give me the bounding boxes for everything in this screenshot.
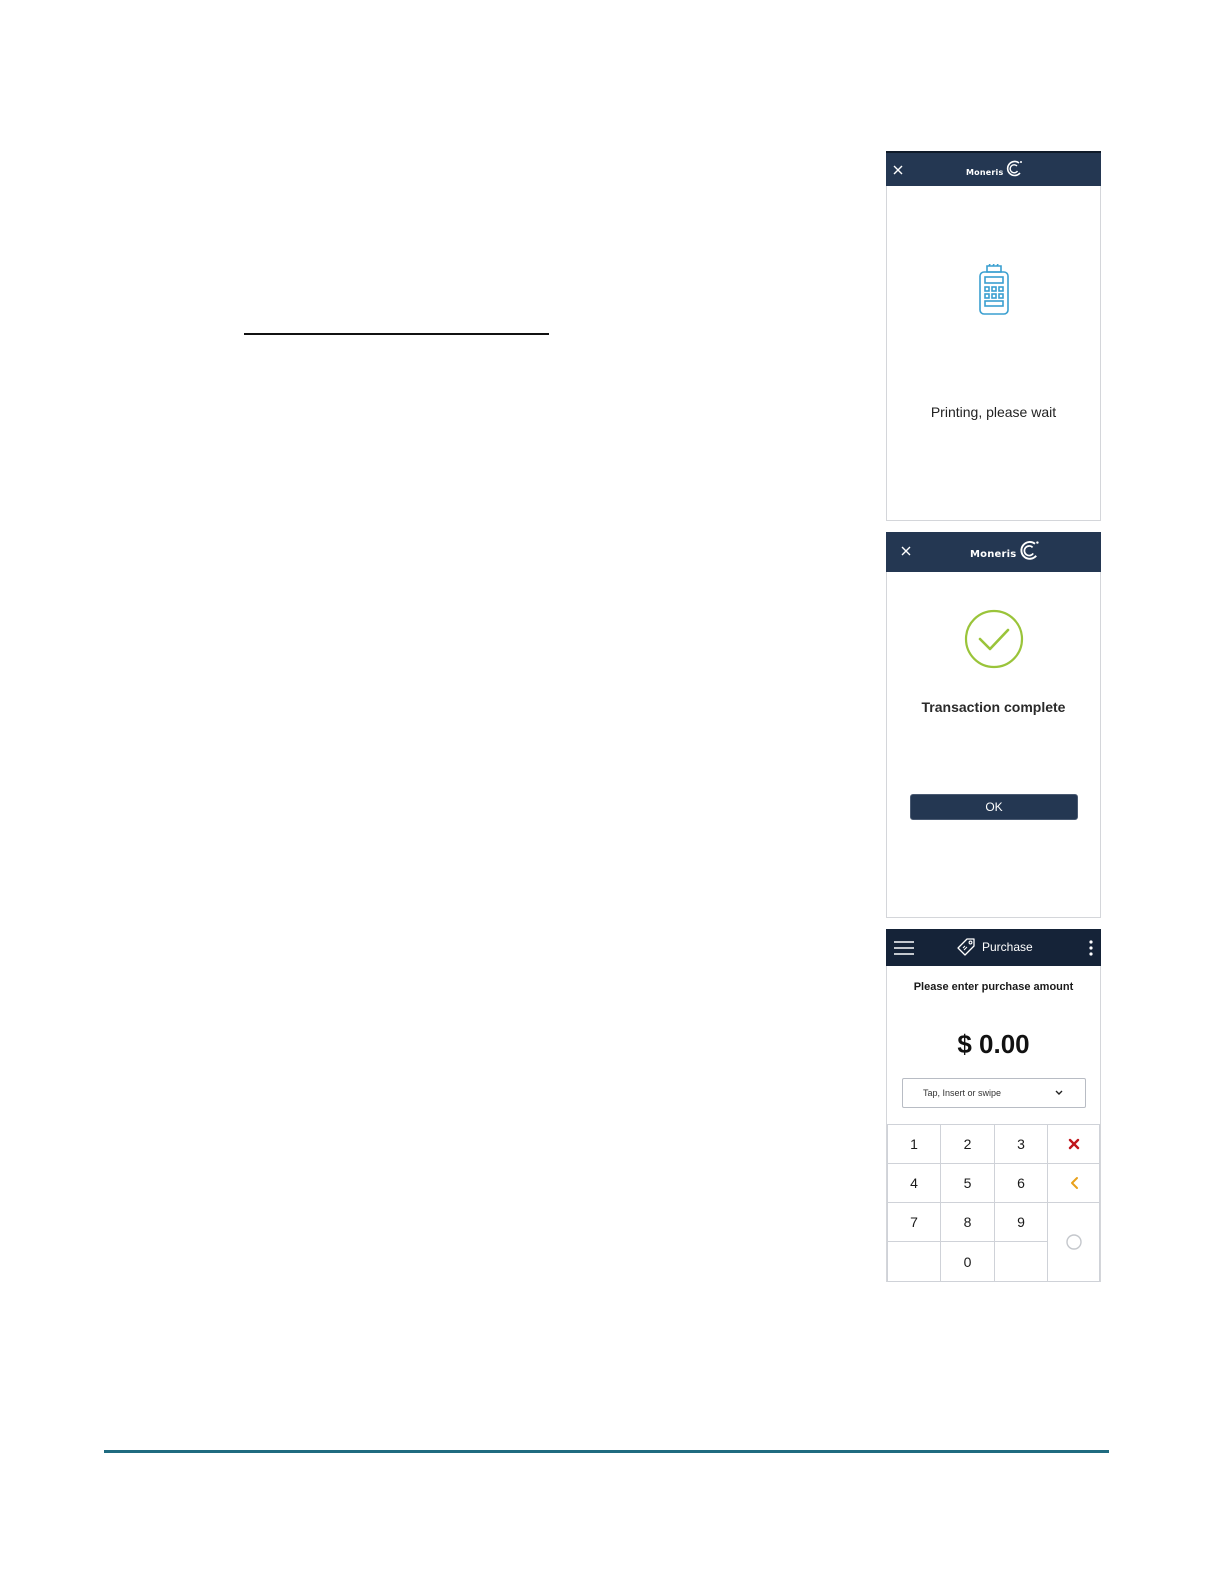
page-title: Purchase [982,940,1033,954]
top-bar [886,929,1101,966]
key-9[interactable]: 9 [994,1202,1048,1242]
ok-button[interactable]: OK [910,794,1078,820]
printing-screen [886,151,1101,521]
status-message: Printing, please wait [930,404,1057,420]
cancel-icon [1068,1138,1080,1150]
close-icon[interactable] [900,545,912,557]
key-2[interactable]: 2 [940,1124,995,1164]
key-8[interactable]: 8 [940,1202,995,1242]
numeric-keypad [887,1124,1100,1282]
key-7[interactable]: 7 [887,1202,941,1242]
purchase-screen [886,929,1101,1282]
moneris-logo [966,159,1024,179]
tag-icon [956,937,976,957]
key-3[interactable]: 3 [994,1124,1048,1164]
blank-key-right [994,1241,1048,1282]
moneris-logo-icon [1017,539,1041,563]
cancel-key[interactable] [1047,1124,1100,1164]
chevron-down-icon [1055,1090,1063,1096]
brand-name: Moneris [970,549,1017,560]
status-message: Transaction complete [921,699,1066,715]
key-6[interactable]: 6 [994,1163,1048,1203]
top-bar [886,151,1101,186]
complete-screen [886,532,1101,918]
footer-rule [104,1450,1109,1453]
entry-method-value: Tap, Insert or swipe [923,1088,1002,1098]
amount-display: $ 0.00 [957,1029,1030,1059]
key-5[interactable]: 5 [940,1163,995,1203]
enter-key[interactable] [1047,1202,1100,1282]
checkmark-icon [963,608,1025,670]
brand-name: Moneris [966,168,1004,177]
key-0[interactable]: 0 [940,1241,995,1282]
kebab-icon[interactable] [1087,939,1095,957]
key-1[interactable]: 1 [887,1124,941,1164]
key-4[interactable]: 4 [887,1163,941,1203]
blank-key-left [887,1241,941,1282]
backspace-icon [1069,1176,1079,1190]
heading-underline [244,333,549,335]
menu-icon[interactable] [894,941,914,955]
top-bar [886,532,1101,572]
amount-prompt: Please enter purchase amount [913,981,1074,993]
entry-method-select[interactable] [902,1078,1086,1108]
backspace-key[interactable] [1047,1163,1100,1203]
close-icon[interactable] [892,164,904,176]
terminal-icon [976,264,1012,316]
enter-icon [1065,1233,1083,1251]
moneris-logo [970,539,1041,563]
moneris-logo-icon [1004,159,1024,179]
